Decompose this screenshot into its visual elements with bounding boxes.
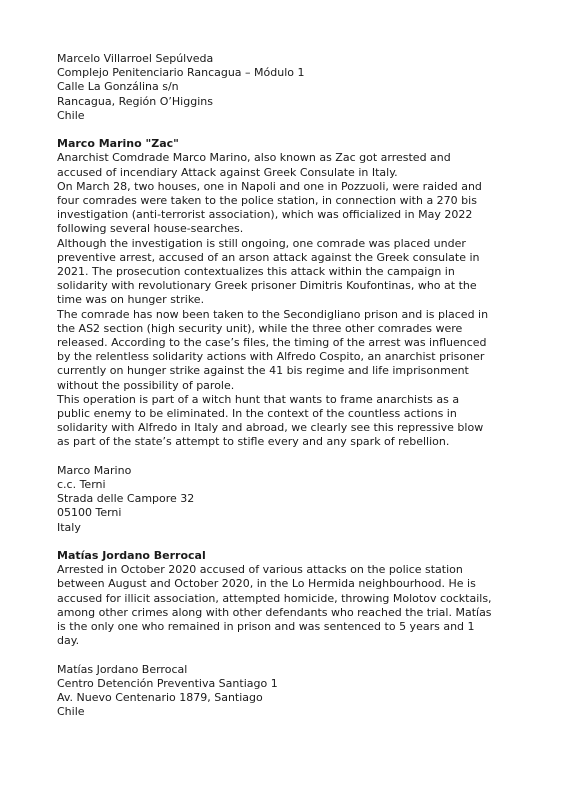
body-line: 2021. The prosecution contextualizes this attack within the campaign in — [57, 265, 455, 279]
address-line: 05100 Terni — [57, 506, 122, 520]
spacer — [57, 648, 507, 662]
address-line: Marco Marino — [57, 463, 132, 477]
section-marco-marino — [57, 137, 507, 449]
body-line: currently on hunger strike against the 41 bis regime and life imprisonment — [57, 364, 469, 378]
body-line: day. — [57, 634, 80, 648]
spacer — [57, 535, 507, 549]
body-line: The comrade has now been taken to the Secondigliano prison and is placed in — [57, 307, 489, 321]
body-line: This operation is part of a witch hunt that wants to frame anarchists as a — [57, 392, 460, 406]
address-marcelo — [57, 52, 507, 123]
section-heading: Marco Marino "Zac" — [57, 137, 179, 151]
body-line: as part of the state’s attempt to stifle every and any spark of rebellion. — [57, 435, 450, 449]
section-heading: Matías Jordano Berrocal — [57, 549, 206, 563]
address-line: Rancagua, Región O’Higgins — [57, 94, 213, 108]
body-line: without the possibility of parole. — [57, 378, 235, 392]
address-line: Matías Jordano Berrocal — [57, 662, 188, 676]
body-line: following several house-searches. — [57, 222, 244, 236]
address-line: Chile — [57, 108, 85, 122]
body-line: between August and October 2020, in the Lo Hermida neighbourhood. He is — [57, 577, 476, 591]
address-matias — [57, 663, 507, 720]
address-line: Complejo Penitenciario Rancagua – Módulo 1 — [57, 66, 305, 80]
body-line: time was on hunger strike. — [57, 293, 205, 307]
body-line: Although the investigation is still ongoing, one comrade was placed under — [57, 236, 466, 250]
body-line: solidarity with Alfredo in Italy and abroad, we clearly see this repressive blow — [57, 421, 484, 435]
address-line: Marcelo Villarroel Sepúlveda — [57, 52, 214, 65]
address-line: c.c. Terni — [57, 478, 106, 492]
body-line: On March 28, two houses, one in Napoli and one in Pozzuoli, were raided and — [57, 179, 482, 193]
body-line: is the only one who remained in prison and was sentenced to 5 years and 1 — [57, 620, 475, 634]
body-line: preventive arrest, accused of an arson attack against the Greek consulate in — [57, 250, 480, 264]
body-line: Anarchist Comdrade Marco Marino, also known as Zac got arrested and — [57, 151, 451, 165]
body-line: accused of incendiary Attack against Greek Consulate in Italy. — [57, 165, 398, 179]
body-line: the AS2 section (high security unit), while the three other comrades were — [57, 321, 463, 335]
section-matias-jordano — [57, 549, 507, 648]
body-line: released. According to the case’s files, the timing of the arrest was influenced — [57, 336, 487, 350]
address-line: Strada delle Campore 32 — [57, 492, 195, 506]
body-line: Arrested in October 2020 accused of various attacks on the police station — [57, 563, 463, 577]
address-line: Calle La Gonzálina s/n — [57, 80, 179, 94]
body-line: accused for illicit association, attempted homicide, throwing Molotov cocktails, — [57, 591, 492, 605]
address-line: Centro Detención Preventiva Santiago 1 — [57, 676, 278, 690]
document-page — [57, 52, 507, 719]
address-line: Chile — [57, 705, 85, 719]
address-line: Av. Nuevo Centenario 1879, Santiago — [57, 691, 263, 705]
body-line: solidarity with revolutionary Greek prisoner Dimitris Koufontinas, who at the — [57, 279, 477, 293]
spacer — [57, 123, 507, 137]
body-line: four comrades were taken to the police station, in connection with a 270 bis — [57, 194, 477, 208]
spacer — [57, 450, 507, 464]
address-line: Italy — [57, 520, 81, 534]
body-line: public enemy to be eliminated. In the context of the countless actions in — [57, 407, 457, 421]
body-line: among other crimes along with other defendants who reached the trial. Matías — [57, 605, 492, 619]
address-marco-marino — [57, 464, 507, 535]
body-line: by the relentless solidarity actions with Alfredo Cospito, an anarchist prisoner — [57, 350, 485, 364]
body-line: investigation (anti-terrorist association), which was officialized in May 2022 — [57, 208, 473, 222]
